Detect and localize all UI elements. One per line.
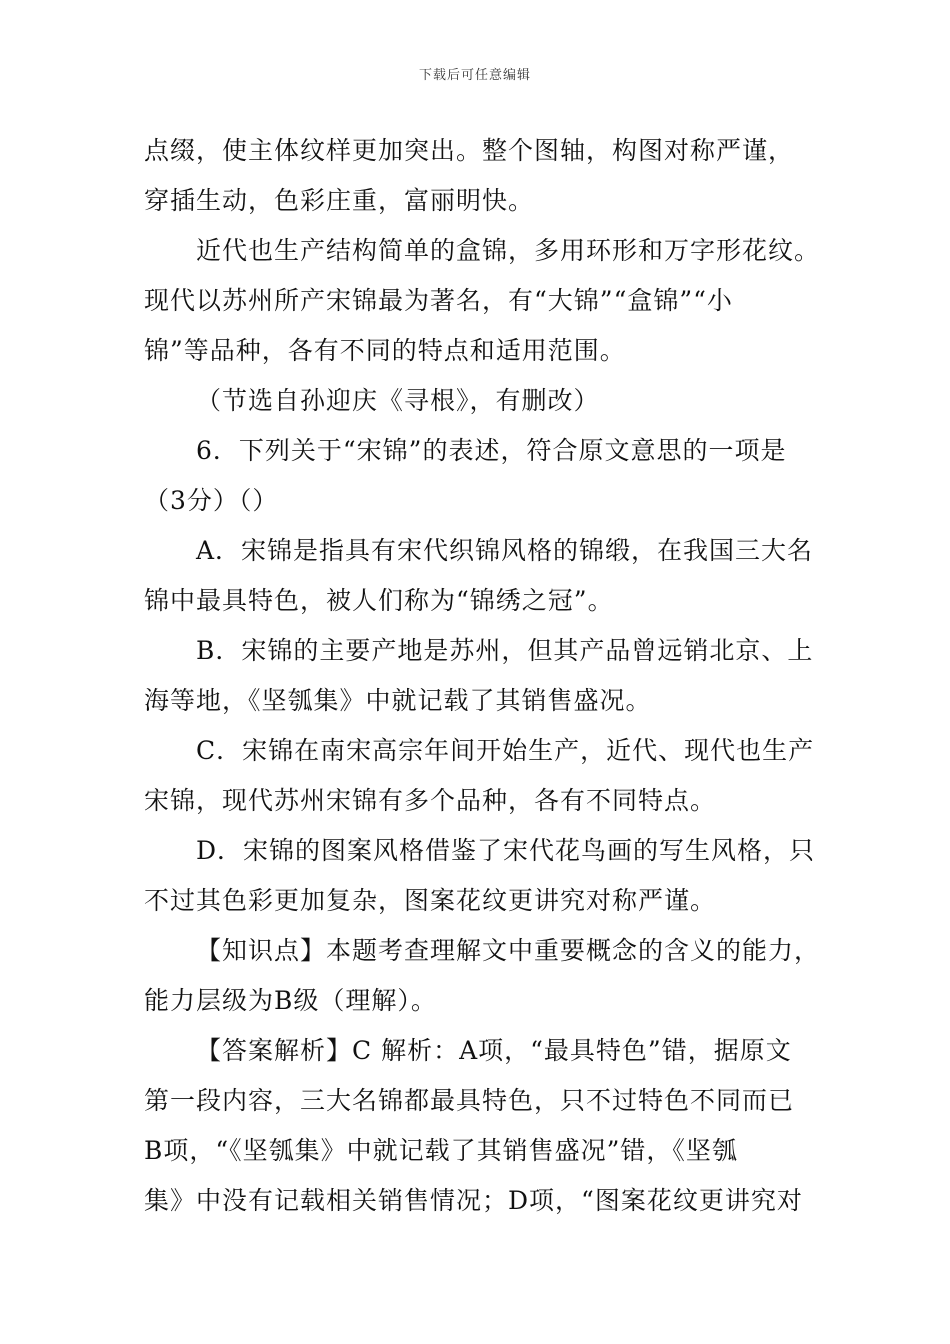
question-6-score: （3分）（）	[144, 486, 279, 515]
answer-analysis-line-4: 集》中没有记载相关销售情况；D项，“图案花纹更讲究对	[144, 1186, 803, 1215]
document-body	[144, 126, 821, 1226]
text-line-1: 点缀，使主体纹样更加突出。整个图轴，构图对称严谨，	[144, 136, 795, 165]
text-line-5: 锦”等品种，各有不同的特点和适用范围。	[144, 336, 626, 365]
text-line-4: 现代以苏州所产宋锦最为著名，有“大锦”“盒锦”“小	[144, 286, 733, 315]
answer-analysis-line-1: 【答案解析】C 解析：A项，“最具特色”错，据原文	[196, 1036, 792, 1065]
page-header: 下载后可任意编辑	[418, 68, 531, 83]
knowledge-point-line-2: 能力层级为B级（理解）。	[144, 986, 437, 1015]
question-6: 6．下列关于“宋锦”的表述，符合原文意思的一项是	[196, 436, 787, 465]
option-b-line-1: B．宋锦的主要产地是苏州，但其产品曾远销北京、上	[196, 636, 814, 665]
option-c-line-1: C．宋锦在南宋高宗年间开始生产，近代、现代也生产	[196, 736, 815, 765]
option-c-line-2: 宋锦，现代苏州宋锦有多个品种，各有不同特点。	[144, 786, 717, 815]
knowledge-point-line-1: 【知识点】本题考查理解文中重要概念的含义的能力，	[196, 936, 821, 965]
option-a-line-1: A．宋锦是指具有宋代织锦风格的锦缎，在我国三大名	[196, 536, 814, 565]
text-line-2: 穿插生动，色彩庄重，富丽明快。	[144, 186, 535, 215]
option-a-line-2: 锦中最具特色，被人们称为“锦绣之冠”。	[144, 586, 614, 615]
option-d-line-1: D．宋锦的图案风格借鉴了宋代花鸟画的写生风格，只	[196, 836, 816, 865]
answer-analysis-line-3: B项，“《坚瓠集》中就记载了其销售盛况”错，《坚瓠	[144, 1136, 738, 1165]
answer-analysis-line-2: 第一段内容，三大名锦都最具特色，只不过特色不同而已	[144, 1086, 795, 1115]
option-b-line-2: 海等地，《坚瓠集》中就记载了其销售盛况。	[144, 686, 652, 715]
text-lines	[144, 126, 821, 1226]
source-note: （节选自孙迎庆《寻根》，有删改）	[196, 386, 600, 415]
option-d-line-2: 不过其色彩更加复杂，图案花纹更讲究对称严谨。	[144, 886, 717, 915]
text-line-3: 近代也生产结构简单的盒锦，多用环形和万字形花纹。	[196, 236, 821, 265]
